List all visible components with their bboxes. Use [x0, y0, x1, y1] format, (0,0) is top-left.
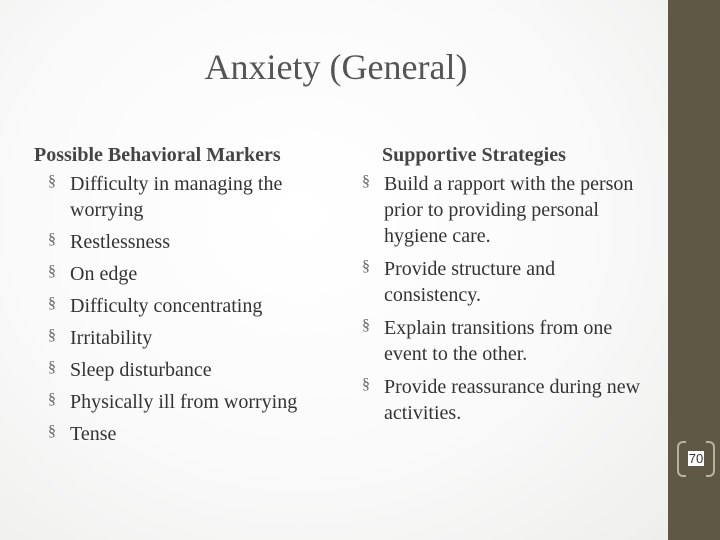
list-item-text: On edge: [70, 263, 138, 285]
bullet-icon: §: [48, 173, 56, 190]
list-item-text: Sleep disturbance: [70, 359, 212, 381]
bullet-icon: §: [48, 359, 56, 376]
behavioral-markers-column: [34, 141, 344, 453]
supportive-strategies-heading: Supportive Strategies: [382, 144, 566, 166]
left-bracket-icon: [677, 441, 686, 477]
list-item-text: Irritability: [70, 327, 153, 349]
list-item: [360, 374, 650, 426]
list-item-text: Physically ill from worrying: [70, 391, 298, 413]
bullet-icon: §: [48, 231, 56, 248]
list-item: [34, 171, 344, 223]
bullet-icon: §: [362, 173, 370, 190]
list-item-text: Provide structure and consistency.: [384, 258, 556, 306]
list-item: [360, 256, 650, 308]
list-item-text: Provide reassurance during new activities.: [384, 376, 641, 424]
behavioral-markers-heading: Possible Behavioral Markers: [34, 144, 281, 166]
list-item: [34, 421, 344, 447]
bullet-icon: §: [362, 317, 370, 334]
bullet-icon: §: [48, 295, 56, 312]
bullet-icon: §: [48, 327, 56, 344]
list-item-text: Explain transitions from one event to the other.: [384, 317, 613, 365]
list-item: [34, 357, 344, 383]
behavioral-markers-list: [34, 171, 344, 447]
supportive-strategies-list: [360, 171, 650, 426]
list-item-text: Difficulty concentrating: [70, 295, 263, 317]
bullet-icon: §: [48, 423, 56, 440]
page-number: [677, 441, 715, 475]
list-item-text: Restlessness: [70, 231, 170, 253]
bullet-icon: §: [362, 258, 370, 275]
list-item-text: Build a rapport with the person prior to providing personal hygiene care.: [384, 173, 634, 247]
list-item: [360, 171, 650, 249]
bullet-icon: §: [48, 391, 56, 408]
list-item: [34, 325, 344, 351]
list-item-text: Difficulty in managing the worrying: [70, 173, 283, 221]
bullet-icon: §: [362, 376, 370, 393]
list-item-text: Tense: [70, 423, 117, 445]
page-number-text: 70: [688, 450, 704, 466]
slide-title: Anxiety (General): [204, 47, 468, 87]
list-item: [360, 315, 650, 367]
list-item: [34, 229, 344, 255]
bullet-icon: §: [48, 263, 56, 280]
list-item: [34, 293, 344, 319]
list-item: [34, 389, 344, 415]
right-bracket-icon: [706, 441, 715, 477]
list-item: [34, 261, 344, 287]
supportive-strategies-column: [360, 141, 650, 433]
